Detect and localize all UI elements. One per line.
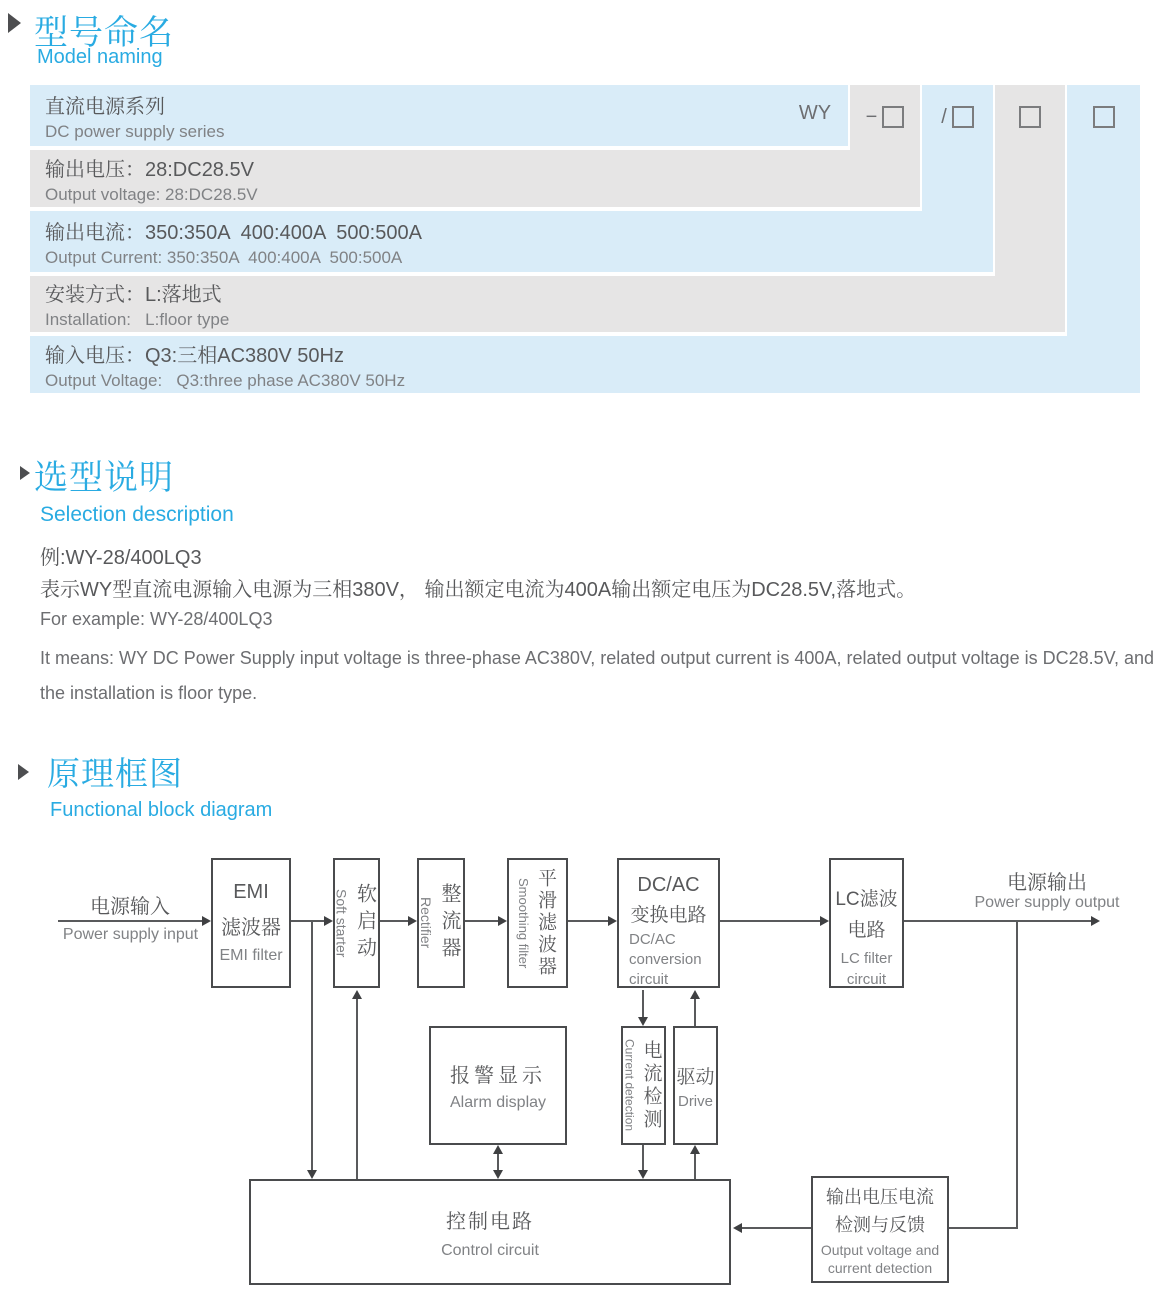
block-label-zh: 输出电压电流 <box>826 1187 934 1207</box>
row-label-zh: 输出电流：350:350A 400:400A 500:500A <box>45 221 422 244</box>
input-label-zh: 电源输入 <box>90 896 170 918</box>
arrowhead-up <box>352 990 362 999</box>
section-bullet-icon <box>20 466 30 480</box>
block-alarm-display <box>429 1026 567 1145</box>
code-cell-2 <box>922 99 993 135</box>
section-subtitle-selection: Selection description <box>40 503 234 526</box>
line-control-alarm <box>497 1152 499 1170</box>
arrowhead-right <box>1091 916 1100 926</box>
row-label-en: Output Voltage: Q3:three phase AC380V 50Hz <box>45 370 406 390</box>
block-current-detection <box>621 1026 666 1145</box>
selection-example-zh: 例:WY-28/400LQ3 <box>40 547 202 569</box>
arrowhead-down <box>307 1170 317 1179</box>
block-label-zh: 驱动 <box>676 1066 715 1088</box>
arrowhead-down <box>493 1170 503 1179</box>
arrowhead-right <box>498 916 507 926</box>
line-emi-branch-to-control <box>311 921 313 1170</box>
series-code: WY <box>798 102 832 124</box>
line-emi-to-soft <box>291 920 324 922</box>
arrowhead-right <box>408 916 417 926</box>
block-label-zh: 检测与反馈 <box>835 1215 925 1235</box>
arrowhead-up <box>493 1145 503 1154</box>
block-dcac-conversion <box>617 858 720 988</box>
row-label-en: Output voltage: 28:DC28.5V <box>45 184 258 204</box>
line-dcac-to-current-detection <box>642 990 644 1018</box>
arrowhead-up <box>690 1145 700 1154</box>
line-smooth-to-dcac <box>568 920 608 922</box>
arrowhead-down <box>638 1170 648 1179</box>
block-label-zh: LC滤波 <box>835 889 898 910</box>
block-label-en: Alarm display <box>449 1094 547 1111</box>
arrowhead-right <box>820 916 829 926</box>
code-cell-3 <box>995 99 1065 135</box>
line-feedback-to-control <box>742 1227 811 1229</box>
row-label-zh: 安装方式：L:落地式 <box>45 284 222 306</box>
block-label-zh: 平滑滤波器 <box>535 868 556 978</box>
section-bullet-icon <box>8 13 21 33</box>
section-subtitle-diagram: Functional block diagram <box>50 799 273 821</box>
table-row-series <box>30 85 848 146</box>
selection-meaning-zh: 表示WY型直流电源输入电源为三相380V， 输出额定电流为400A输出额定电压为DC28.5V,落地式。 <box>40 579 917 601</box>
block-label-en: EMI filter <box>219 947 283 964</box>
block-label-en: circuit <box>846 971 887 988</box>
line-dcac-to-lc <box>720 920 820 922</box>
line-output-branch-down <box>1016 921 1018 1229</box>
block-output-feedback <box>811 1176 949 1283</box>
block-label-zh: DC/AC <box>637 874 700 896</box>
block-label-zh: 变换电路 <box>630 905 707 926</box>
placeholder-square <box>1019 106 1041 128</box>
block-label-en: LC filter <box>840 950 893 967</box>
row-label-en: Installation: L:floor type <box>45 310 230 329</box>
section-title-model-naming: 型号命名 <box>34 14 174 52</box>
arrowhead-right <box>202 916 211 926</box>
block-smoothing-filter <box>507 858 568 988</box>
block-label-zh: 电路 <box>847 920 886 941</box>
block-label-zh: 报警显示 <box>450 1065 546 1087</box>
block-label-en: Smoothing filter <box>516 877 531 969</box>
row-label-en: Output Current: 350:350A 400:400A 500:500A <box>45 247 403 267</box>
line-input <box>58 920 202 922</box>
line-output <box>904 920 1091 922</box>
section-subtitle-model-naming: Model naming <box>37 46 163 68</box>
line-rect-to-smooth <box>465 920 498 922</box>
block-label-zh: 电流检测 <box>640 1039 662 1132</box>
block-label-zh: EMI <box>233 881 269 903</box>
placeholder-square <box>952 106 974 128</box>
block-rectifier <box>417 858 465 988</box>
selection-example-en: For example: WY-28/400LQ3 <box>40 609 273 629</box>
block-soft-starter <box>333 858 380 988</box>
section-bullet-icon <box>18 764 29 780</box>
block-label-zh: 软启动 <box>353 882 376 964</box>
block-label-en: Drive <box>677 1092 713 1110</box>
table-row-installation <box>30 276 1065 332</box>
placeholder-square <box>882 106 904 128</box>
block-label-zh: 控制电路 <box>446 1210 534 1233</box>
code-prefix: / <box>941 105 947 128</box>
selection-meaning-en: It means: WY DC Power Supply input voltage is three-phase AC380V, related output current is 400A, related output voltage is DC28.5V, and the installation is floor type. <box>40 648 1154 703</box>
line-drive-to-dcac <box>694 998 696 1026</box>
arrowhead-left <box>733 1223 742 1233</box>
block-label-en: DC/AC <box>629 931 676 948</box>
section-title-selection: 选型说明 <box>34 459 174 497</box>
section-title-diagram: 原理框图 <box>47 755 183 792</box>
line-control-to-drive <box>694 1152 696 1179</box>
table-row-output-voltage <box>30 150 920 207</box>
code-prefix: − <box>865 105 878 128</box>
block-drive <box>673 1026 718 1145</box>
block-control-circuit <box>249 1179 731 1285</box>
block-emi-filter <box>211 858 291 988</box>
model-naming-table <box>30 85 1140 393</box>
line-control-to-soft <box>356 994 358 1179</box>
input-label-en: Power supply input <box>62 926 199 943</box>
block-label-en: circuit <box>629 971 669 988</box>
block-lc-filter <box>829 858 904 988</box>
block-label-en: Current detection <box>622 1039 637 1132</box>
arrowhead-down <box>638 1017 648 1026</box>
output-label-en: Power supply output <box>974 894 1120 911</box>
block-label-zh: 整流器 <box>438 882 460 964</box>
block-label-en: current detection <box>827 1260 933 1276</box>
row-label-zh: 输入电压：Q3:三相AC380V 50Hz <box>45 344 344 367</box>
arrowhead-up <box>690 990 700 999</box>
table-row-input-voltage <box>30 336 1140 393</box>
code-cell-4 <box>1067 99 1140 135</box>
line-branch-to-feedback <box>949 1227 1018 1229</box>
table-row-output-current <box>30 211 993 272</box>
block-label-en: conversion <box>629 951 702 968</box>
line-soft-to-rect <box>380 920 408 922</box>
output-label-zh: 电源输出 <box>1007 872 1087 894</box>
block-label-en: Control circuit <box>441 1241 539 1259</box>
arrowhead-right <box>608 916 617 926</box>
arrowhead-right <box>324 916 333 926</box>
block-label-en: Rectifier <box>418 897 434 949</box>
block-label-en: Output voltage and <box>820 1242 940 1258</box>
row-label-en: DC power supply series <box>45 121 225 141</box>
block-label-en: Soft starter <box>333 888 350 958</box>
block-label-zh: 滤波器 <box>221 917 281 939</box>
row-label-zh: 输出电压：28:DC28.5V <box>45 158 254 181</box>
row-label-zh: 直流电源系列 <box>45 95 165 118</box>
placeholder-square <box>1093 106 1115 128</box>
line-current-detection-to-control <box>642 1145 644 1170</box>
code-cell-1 <box>850 99 920 135</box>
